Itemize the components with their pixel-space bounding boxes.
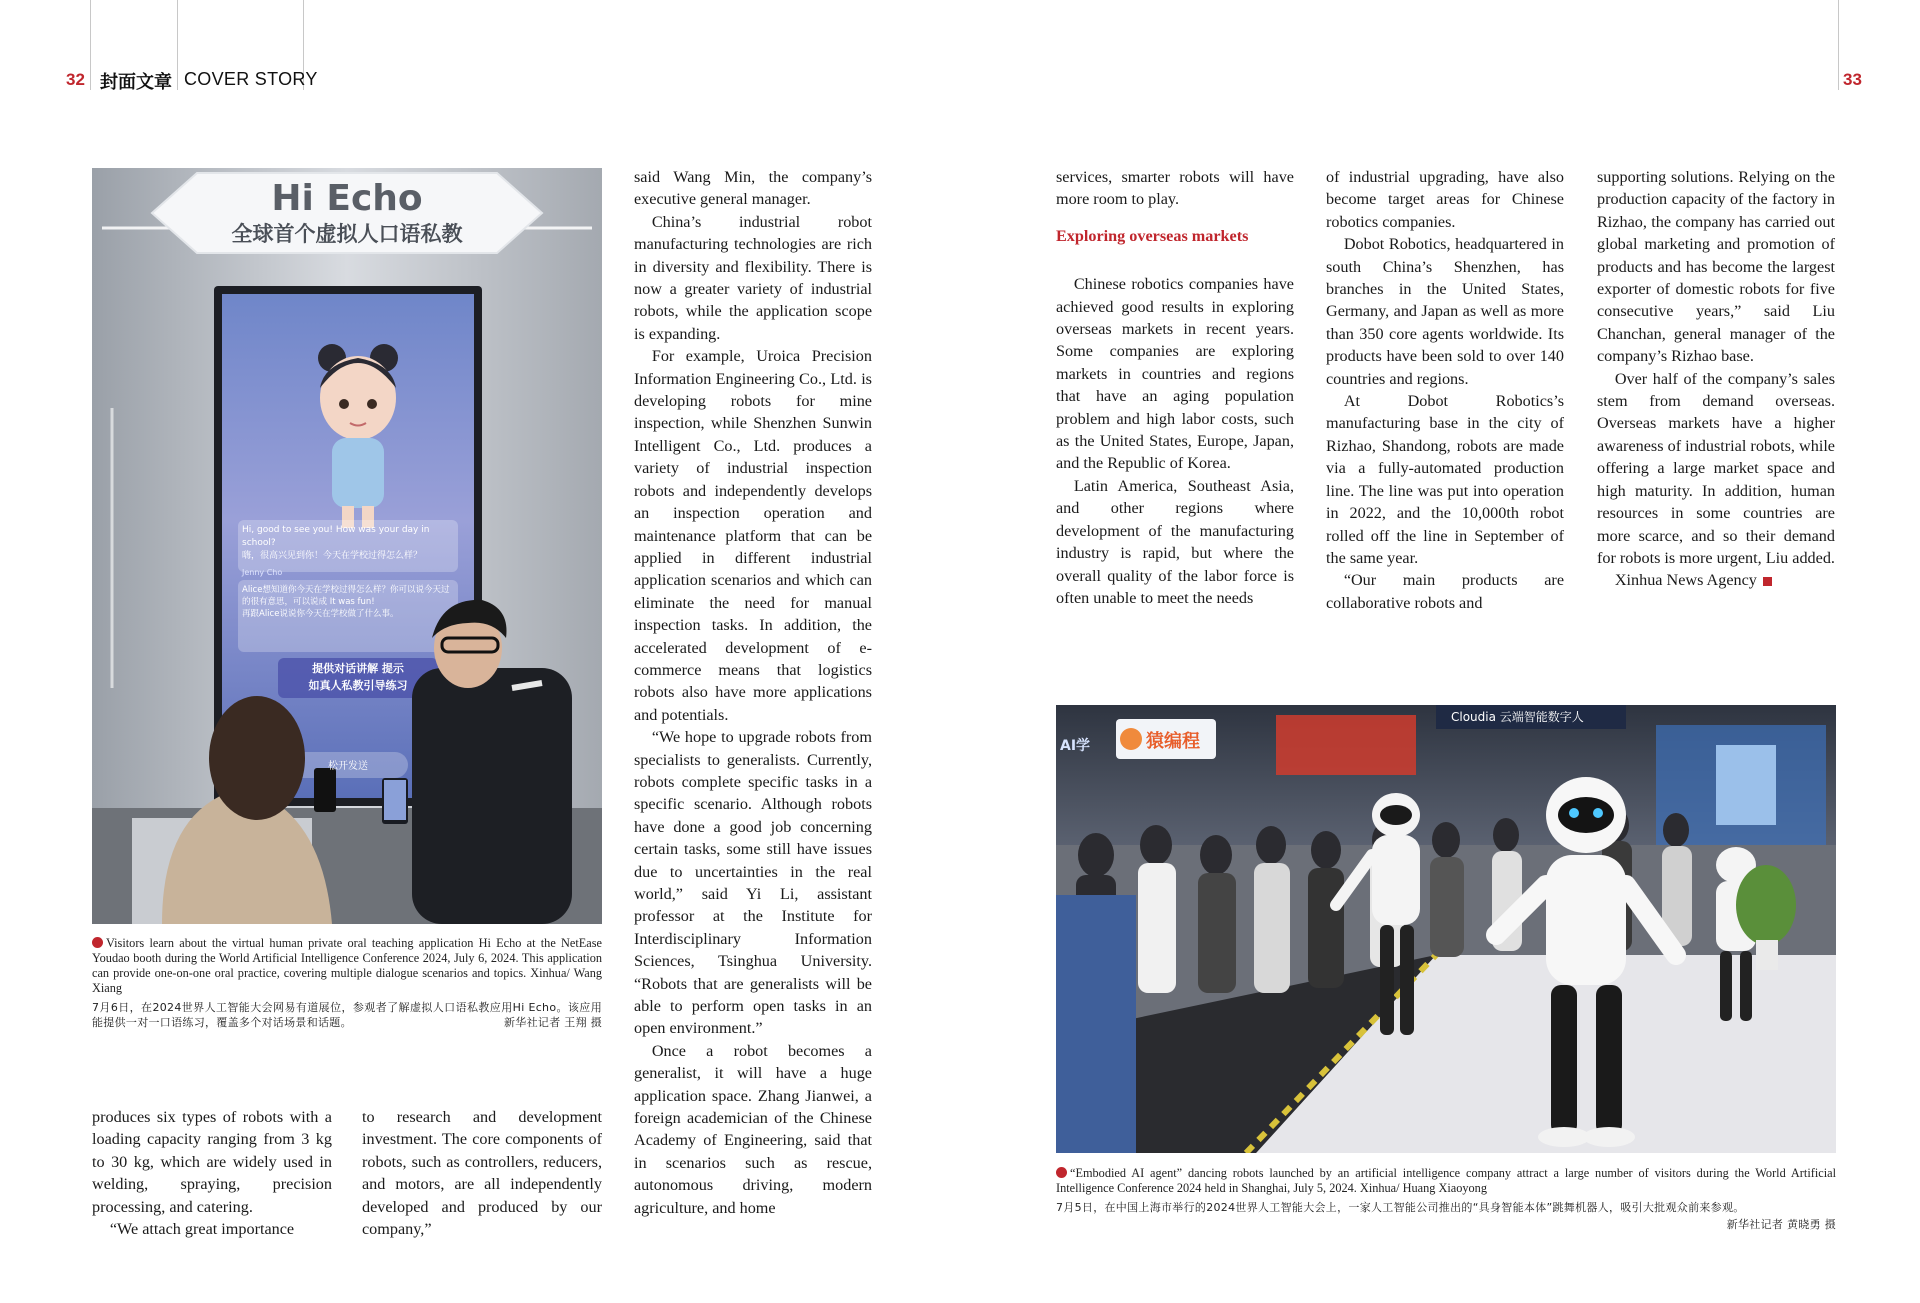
paragraph: services, smarter robots will have more room to play.: [1056, 168, 1294, 209]
paragraph: to research and development investment. The core components of robots, such as controllers, reducers, and motors, are all independently developed and produced by our company,”: [362, 1108, 602, 1239]
paragraph: said Wang Min, the company’s executive general manager.: [634, 168, 872, 209]
paragraph: China’s industrial robot manufacturing technologies are rich in diversity and flexibility. There is now a greater variety of industrial robots, while the application scope is expanding.: [634, 212, 872, 343]
left-page-number: 32: [66, 70, 85, 89]
paragraph: Chinese robotics companies have achieved good results in exploring overseas markets in recent years. Some companies are exploring markets in countries and regions that have an aging population problem and high labor costs, such as the United States, Europe, Japan, and the Republic of Korea.: [1056, 275, 1294, 473]
camera-icon: [92, 937, 103, 948]
screen-line-1: Hi, good to see you! How was your day in school?: [242, 525, 430, 548]
paragraph: “We attach great importance: [109, 1220, 295, 1239]
right-page-number: 33: [1843, 70, 1862, 89]
paragraph: supporting solutions. Relying on the production capacity of the factory in Rizhao, the company has carried out global marketing and promotion of products and has become the largest exporter of domestic robots for five consecutive years,” said Liu Chanchan, general manager of the company’s Rizhao base.: [1597, 168, 1835, 366]
subheading-overseas-markets: Exploring overseas markets: [1056, 226, 1249, 245]
paragraph: Latin America, Southeast Asia, and other regions where development of the manufacturing industry is rapid, but where the overall quality of the labor force is often unable to meet the needs: [1056, 476, 1294, 607]
camera-icon: [1056, 1167, 1067, 1178]
screen-line-4: 再跟Alice说说你今天在学校做了什么事。: [242, 609, 399, 619]
caption-hi-echo-cn: [92, 1000, 602, 1030]
paragraph: “Our main products are collaborative robots and: [1326, 571, 1564, 612]
screen-banner: [278, 660, 438, 694]
paragraph: Once a robot becomes a generalist, it will have a huge application space. Zhang Jianwei, a foreign academician of the Chinese Academy of Engineering, said that in scenarios such as rescue, autonomous driving, modern agriculture, and home: [634, 1041, 872, 1217]
paragraph: Dobot Robotics, headquartered in south China’s Shenzhen, has branches in the United States, Germany, and Japan as well as more than 350 core agents worldwide. Its products have been sold to over 140 countries and regions.: [1326, 235, 1564, 388]
header-rule-page-right: [1838, 0, 1839, 90]
section-title-en: COVER STORY: [184, 69, 318, 89]
caption-robots-cn: 7月5日，在中国上海市举行的2024世界人工智能大会上，一家人工智能公司推出的“具身智能本体”跳舞机器人，吸引大批观众前来参观。: [1056, 1201, 1745, 1214]
screen-send-button: 松开发送: [328, 761, 368, 772]
screen-line-3: Alice想知道你今天在学校过得怎么样？你可以说今天过的很有意思，可以说成 It was fun!: [242, 585, 450, 607]
signature-text: Xinhua News Agency: [1614, 571, 1757, 590]
caption-robots-en-text: “Embodied AI agent” dancing robots launched by an artificial intelligence company attract a large number of visitors during the World Artificial Intelligence Conference 2024 held in Shanghai, July 5, 2024. Xinhua/ Huang Xiaoyong: [1056, 1166, 1836, 1195]
signature: [1597, 569, 1835, 591]
photo-dancing-robots: [1056, 705, 1836, 1153]
screen-banner-line-2: 如真人私教引导练习: [308, 679, 408, 692]
booth-sign-yuanbiancheng: 猿编程: [1146, 731, 1200, 752]
robots-scene-graphic: [1056, 705, 1836, 1153]
paragraph: Over half of the company’s sales stem from demand overseas. Overseas markets have a higher awareness of industrial robots, while offering a large market space and high maturity. In addition, human resources in some countries are more scarce, and so their demand for robots is more urgent, Liu added.: [1597, 369, 1835, 567]
column-left-a: [92, 1106, 332, 1240]
caption-robots: [1056, 1166, 1836, 1232]
caption-hi-echo-credit: 新华社记者 王翔 摄: [504, 1016, 602, 1029]
sign-subtitle: 全球首个虚拟人口语私教: [231, 222, 463, 246]
caption-robots-credit: 新华社记者 黄晓勇 摄: [1726, 1218, 1836, 1231]
caption-hi-echo-en-text: Visitors learn about the virtual human private oral teaching application Hi Echo at the NetEase Youdao booth during the World Artificial Intelligence Conference 2024, July 6, 2024. This application can provide one-on-one oral practice, covering multiple dialogue scenarios and topics. Xinhua/ Wang Xiang: [92, 936, 602, 995]
caption-hi-echo-en: [92, 936, 602, 996]
column-middle: [634, 166, 872, 1219]
column-left-b: [362, 1106, 602, 1240]
column-right-3: [1597, 166, 1835, 592]
screen-tag: Jenny Cho: [242, 568, 283, 577]
paragraph: produces six types of robots with a loading capacity ranging from 3 kg to 30 kg, which are widely used in welding, spraying, precision processing, and catering.: [92, 1108, 332, 1216]
caption-robots-en: [1056, 1166, 1836, 1196]
caption-hi-echo: [92, 936, 602, 1030]
section-title-cn: 封面文章: [100, 72, 172, 93]
screen-banner-line-1: 提供对话讲解 提示: [312, 662, 404, 675]
photo-hi-echo-booth: [92, 168, 602, 924]
screen-bubble-2: [242, 584, 454, 620]
paragraph: For example, Uroica Precision Information Engineering Co., Ltd. is developing robots for mine inspection, while Shenzhen Sunwin Intelligent Co., Ltd. produces a variety of industrial inspection robots and independently develops an inspection operation and maintenance platform that can be applied in different industrial application scenarios and which can eliminate the need for manual inspection tasks. In addition, the accelerated development of e-commerce means that logistics robots also have more applications and potentials.: [634, 347, 872, 724]
end-mark-icon: [1763, 577, 1772, 586]
caption-hi-echo-cn-text: 7月6日，在2024世界人工智能大会网易有道展位，参观者了解虚拟人口语私教应用Hi Echo。该应用能提供一对一口语练习，覆盖多个对话场景和话题。: [92, 1001, 602, 1029]
booth-sign-cloudia: Cloudia 云端智能数字人: [1451, 710, 1584, 724]
booth-sign-ai: AI学: [1060, 738, 1091, 754]
screen-line-2: 嗨，很高兴见到你！今天在学校过得怎么样？: [242, 551, 423, 561]
column-right-1: [1056, 166, 1294, 609]
paragraph: “We hope to upgrade robots from specialists to generalists. Currently, robots complete specific tasks in a specific scenario. Although robots have done a good job concerning certain tasks, some still have issues due to uncertainties in the real world,” said Yi Li, assistant professor at the Institute for Interdisciplinary Information Sciences, Tsinghua University. “Robots that are generalists will be able to perform open tasks in an open environment.”: [634, 728, 872, 1038]
header-rule-left: [90, 0, 91, 90]
paragraph: At Dobot Robotics’s manufacturing base in the city of Rizhao, Shandong, robots are made via a fully-automated production line. The line was put into operation in 2022, and the 10,000th robot rolled off the line in September of the same year.: [1326, 392, 1564, 567]
screen-bubble-1: [242, 524, 454, 563]
sign-title: Hi Echo: [271, 178, 423, 219]
paragraph: of industrial upgrading, have also become target areas for Chinese robotics companies.: [1326, 168, 1564, 231]
header-rule-mid: [177, 0, 178, 90]
column-right-2: [1326, 166, 1564, 614]
